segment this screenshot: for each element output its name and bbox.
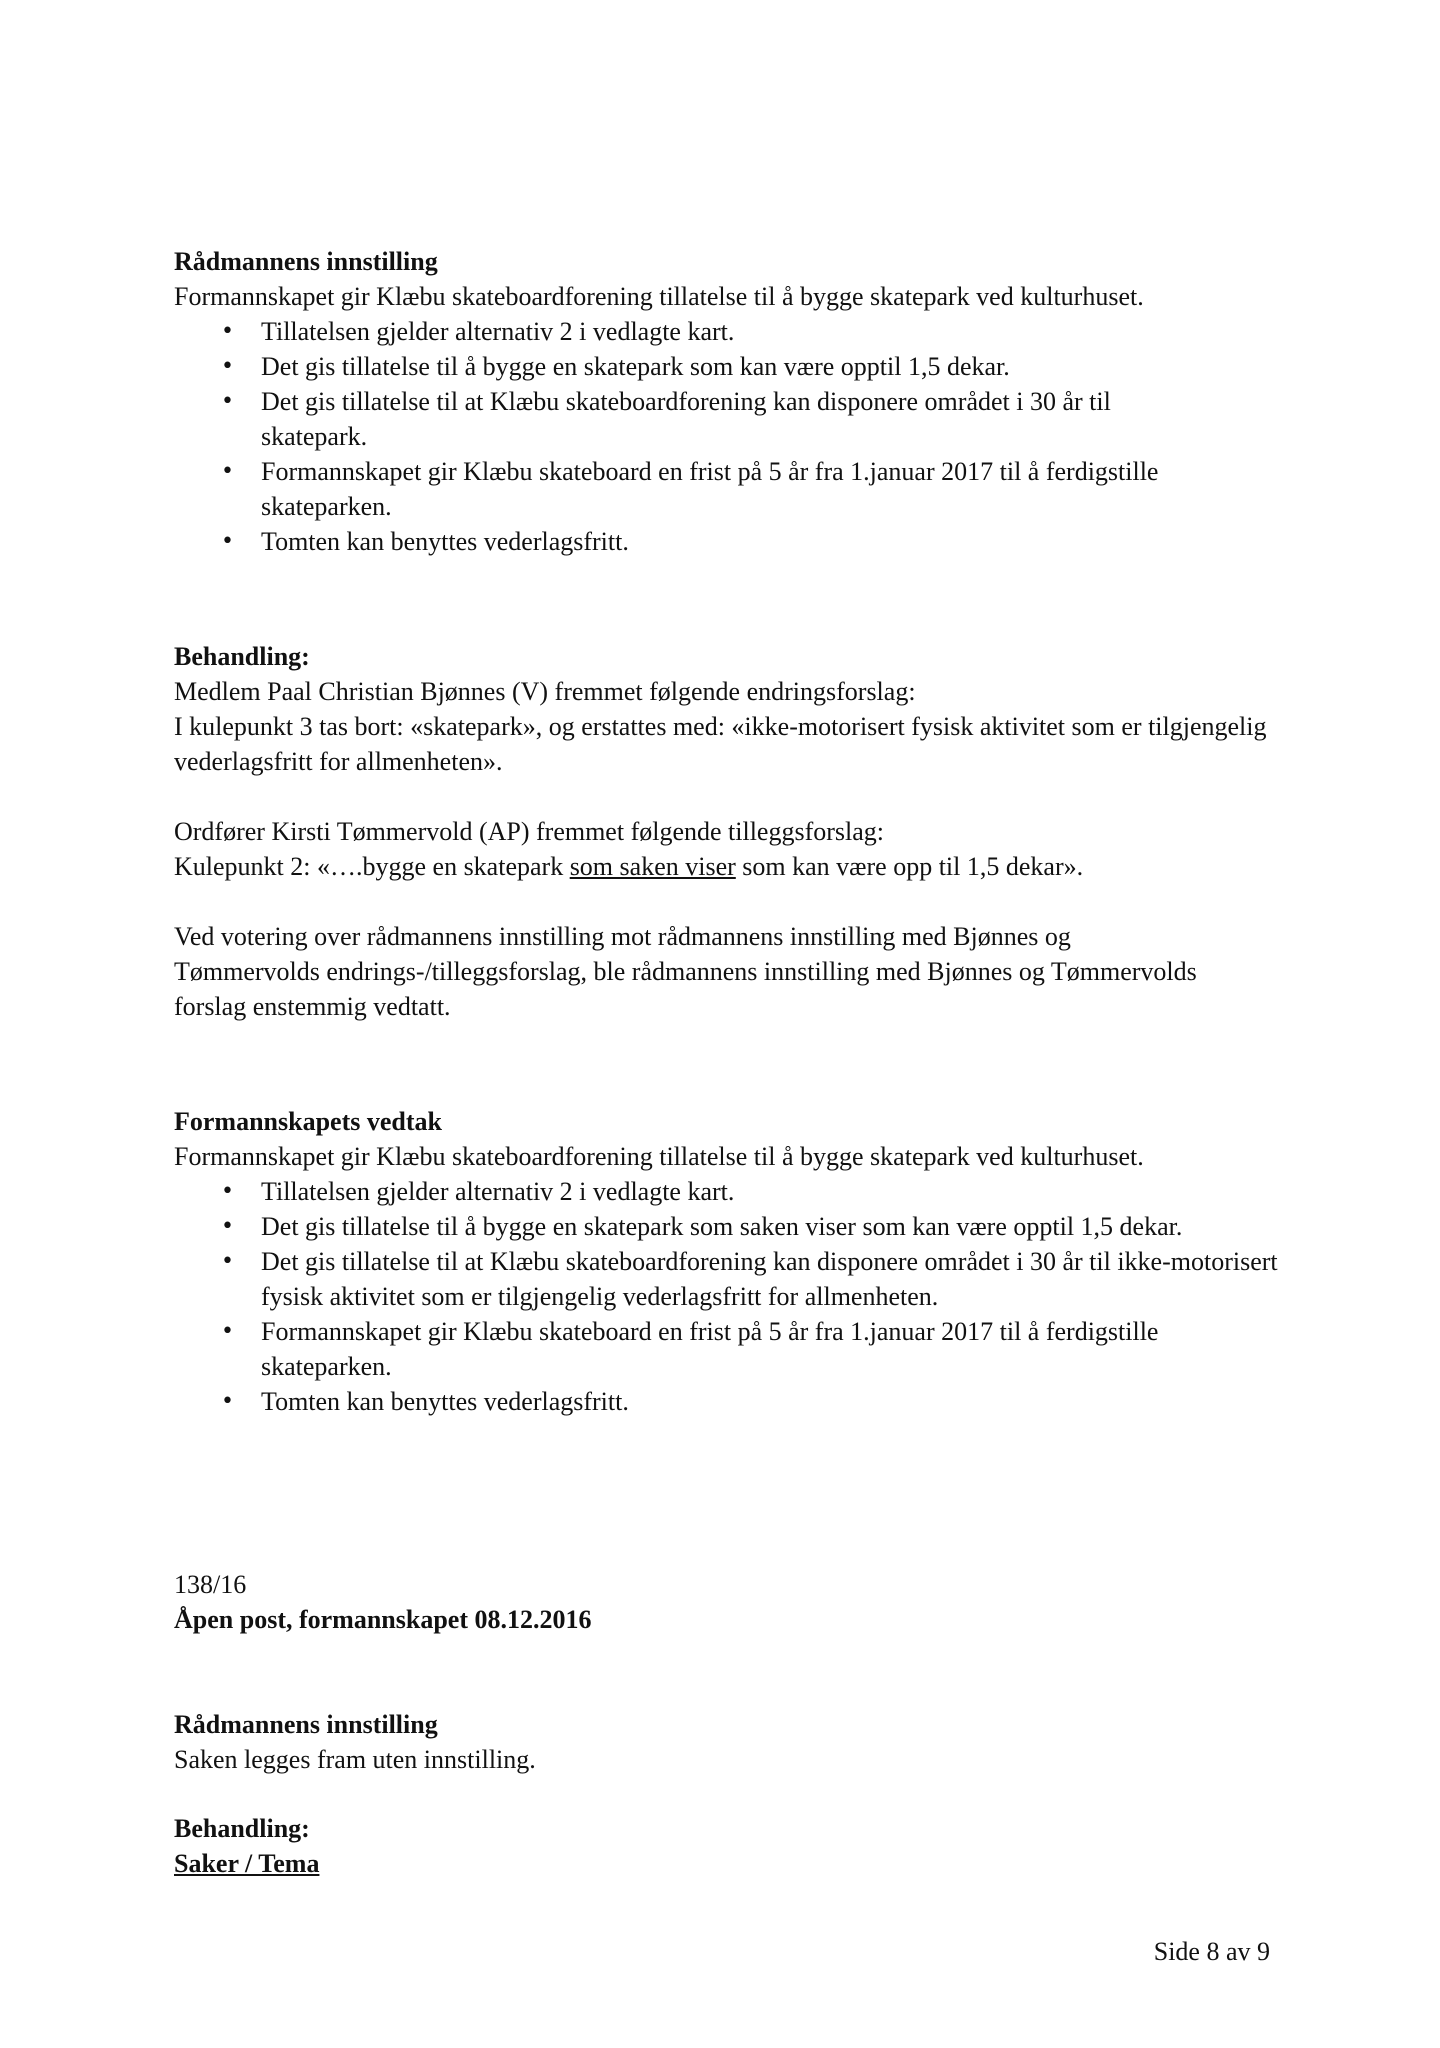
spacer (174, 1777, 1294, 1811)
section-heading-radmannens-innstilling: Rådmannens innstilling (174, 247, 438, 276)
spacer (174, 884, 1294, 919)
section-heading-radmannens-innstilling-2: Rådmannens innstilling (174, 1710, 438, 1739)
section-heading-behandling: Behandling: (174, 642, 310, 671)
list-item: • Tomten kan benyttes vederlagsfritt. (174, 1384, 1294, 1419)
list-item: • Det gis tillatelse til at Klæbu skateboardforening kan disponere området i 30 år til skatepark. (174, 384, 1201, 454)
text-span: Kulepunkt 2: «….bygge en skatepark (174, 852, 570, 881)
text-span: som kan være opp til 1,5 dekar». (735, 852, 1084, 881)
paragraph: Saken legges fram uten innstilling. (174, 1745, 536, 1774)
bullet-list (174, 1174, 1294, 1419)
list-item: • Det gis tillatelse til at Klæbu skateboardforening kan disponere området i 30 år til ikke-motorisert fysisk aktivitet som er tilgjengelig vederlagsfritt for allmenheten. (174, 1244, 1281, 1314)
section-heading-formannskapets-vedtak: Formannskapets vedtak (174, 1107, 442, 1136)
spacer (174, 559, 1294, 639)
case-number: 138/16 (174, 1570, 247, 1599)
spacer (174, 1024, 1294, 1104)
list-item: • Formannskapet gir Klæbu skateboard en frist på 5 år fra 1.januar 2017 til å ferdigstille skateparken. (174, 454, 1261, 524)
list-item: • Det gis tillatelse til å bygge en skatepark som saken viser som kan være opptil 1,5 dekar. (174, 1209, 1201, 1244)
spacer (174, 779, 1294, 814)
paragraph: I kulepunkt 3 tas bort: «skatepark», og erstattes med: «ikke-motorisert fysisk aktivitet som er tilgjengelig vederlagsfritt for allmenheten». (174, 712, 1267, 776)
section-intro: Formannskapet gir Klæbu skateboardforening tillatelse til å bygge skatepark ved kulturhuset. (174, 282, 1144, 311)
section-intro: Formannskapet gir Klæbu skateboardforening tillatelse til å bygge skatepark ved kulturhuset. (174, 1142, 1144, 1171)
case-title: Åpen post, formannskapet 08.12.2016 (174, 1605, 592, 1634)
document-content (174, 244, 1294, 1881)
list-item: • Tillatelsen gjelder alternativ 2 i vedlagte kart. (174, 1174, 1294, 1209)
list-item: • Det gis tillatelse til å bygge en skatepark som kan være opptil 1,5 dekar. (174, 349, 1201, 384)
list-item: • Tillatelsen gjelder alternativ 2 i vedlagte kart. (174, 314, 1294, 349)
bullet-list (174, 314, 1294, 559)
page-number: Side 8 av 9 (1153, 1937, 1270, 1966)
underlined-text: som saken viser (569, 852, 736, 881)
paragraph: Ordfører Kirsti Tømmervold (AP) fremmet følgende tilleggsforslag: (174, 817, 885, 846)
subheading-saker-tema: Saker / Tema (174, 1849, 320, 1878)
paragraph (174, 849, 1294, 884)
list-item: • Formannskapet gir Klæbu skateboard en frist på 5 år fra 1.januar 2017 til å ferdigstille skateparken. (174, 1314, 1181, 1384)
spacer (174, 1637, 1294, 1707)
paragraph: Ved votering over rådmannens innstilling mot rådmannens innstilling med Bjønnes og Tømmervolds endrings-/tilleggsforslag, ble rådmannens innstilling med Bjønnes og Tømmervolds forslag enstemmig vedtatt. (174, 922, 1197, 1021)
paragraph: Medlem Paal Christian Bjønnes (V) fremmet følgende endringsforslag: (174, 677, 916, 706)
section-heading-behandling-2: Behandling: (174, 1814, 310, 1843)
spacer (174, 1419, 1294, 1567)
list-item: • Tomten kan benyttes vederlagsfritt. (174, 524, 1294, 559)
